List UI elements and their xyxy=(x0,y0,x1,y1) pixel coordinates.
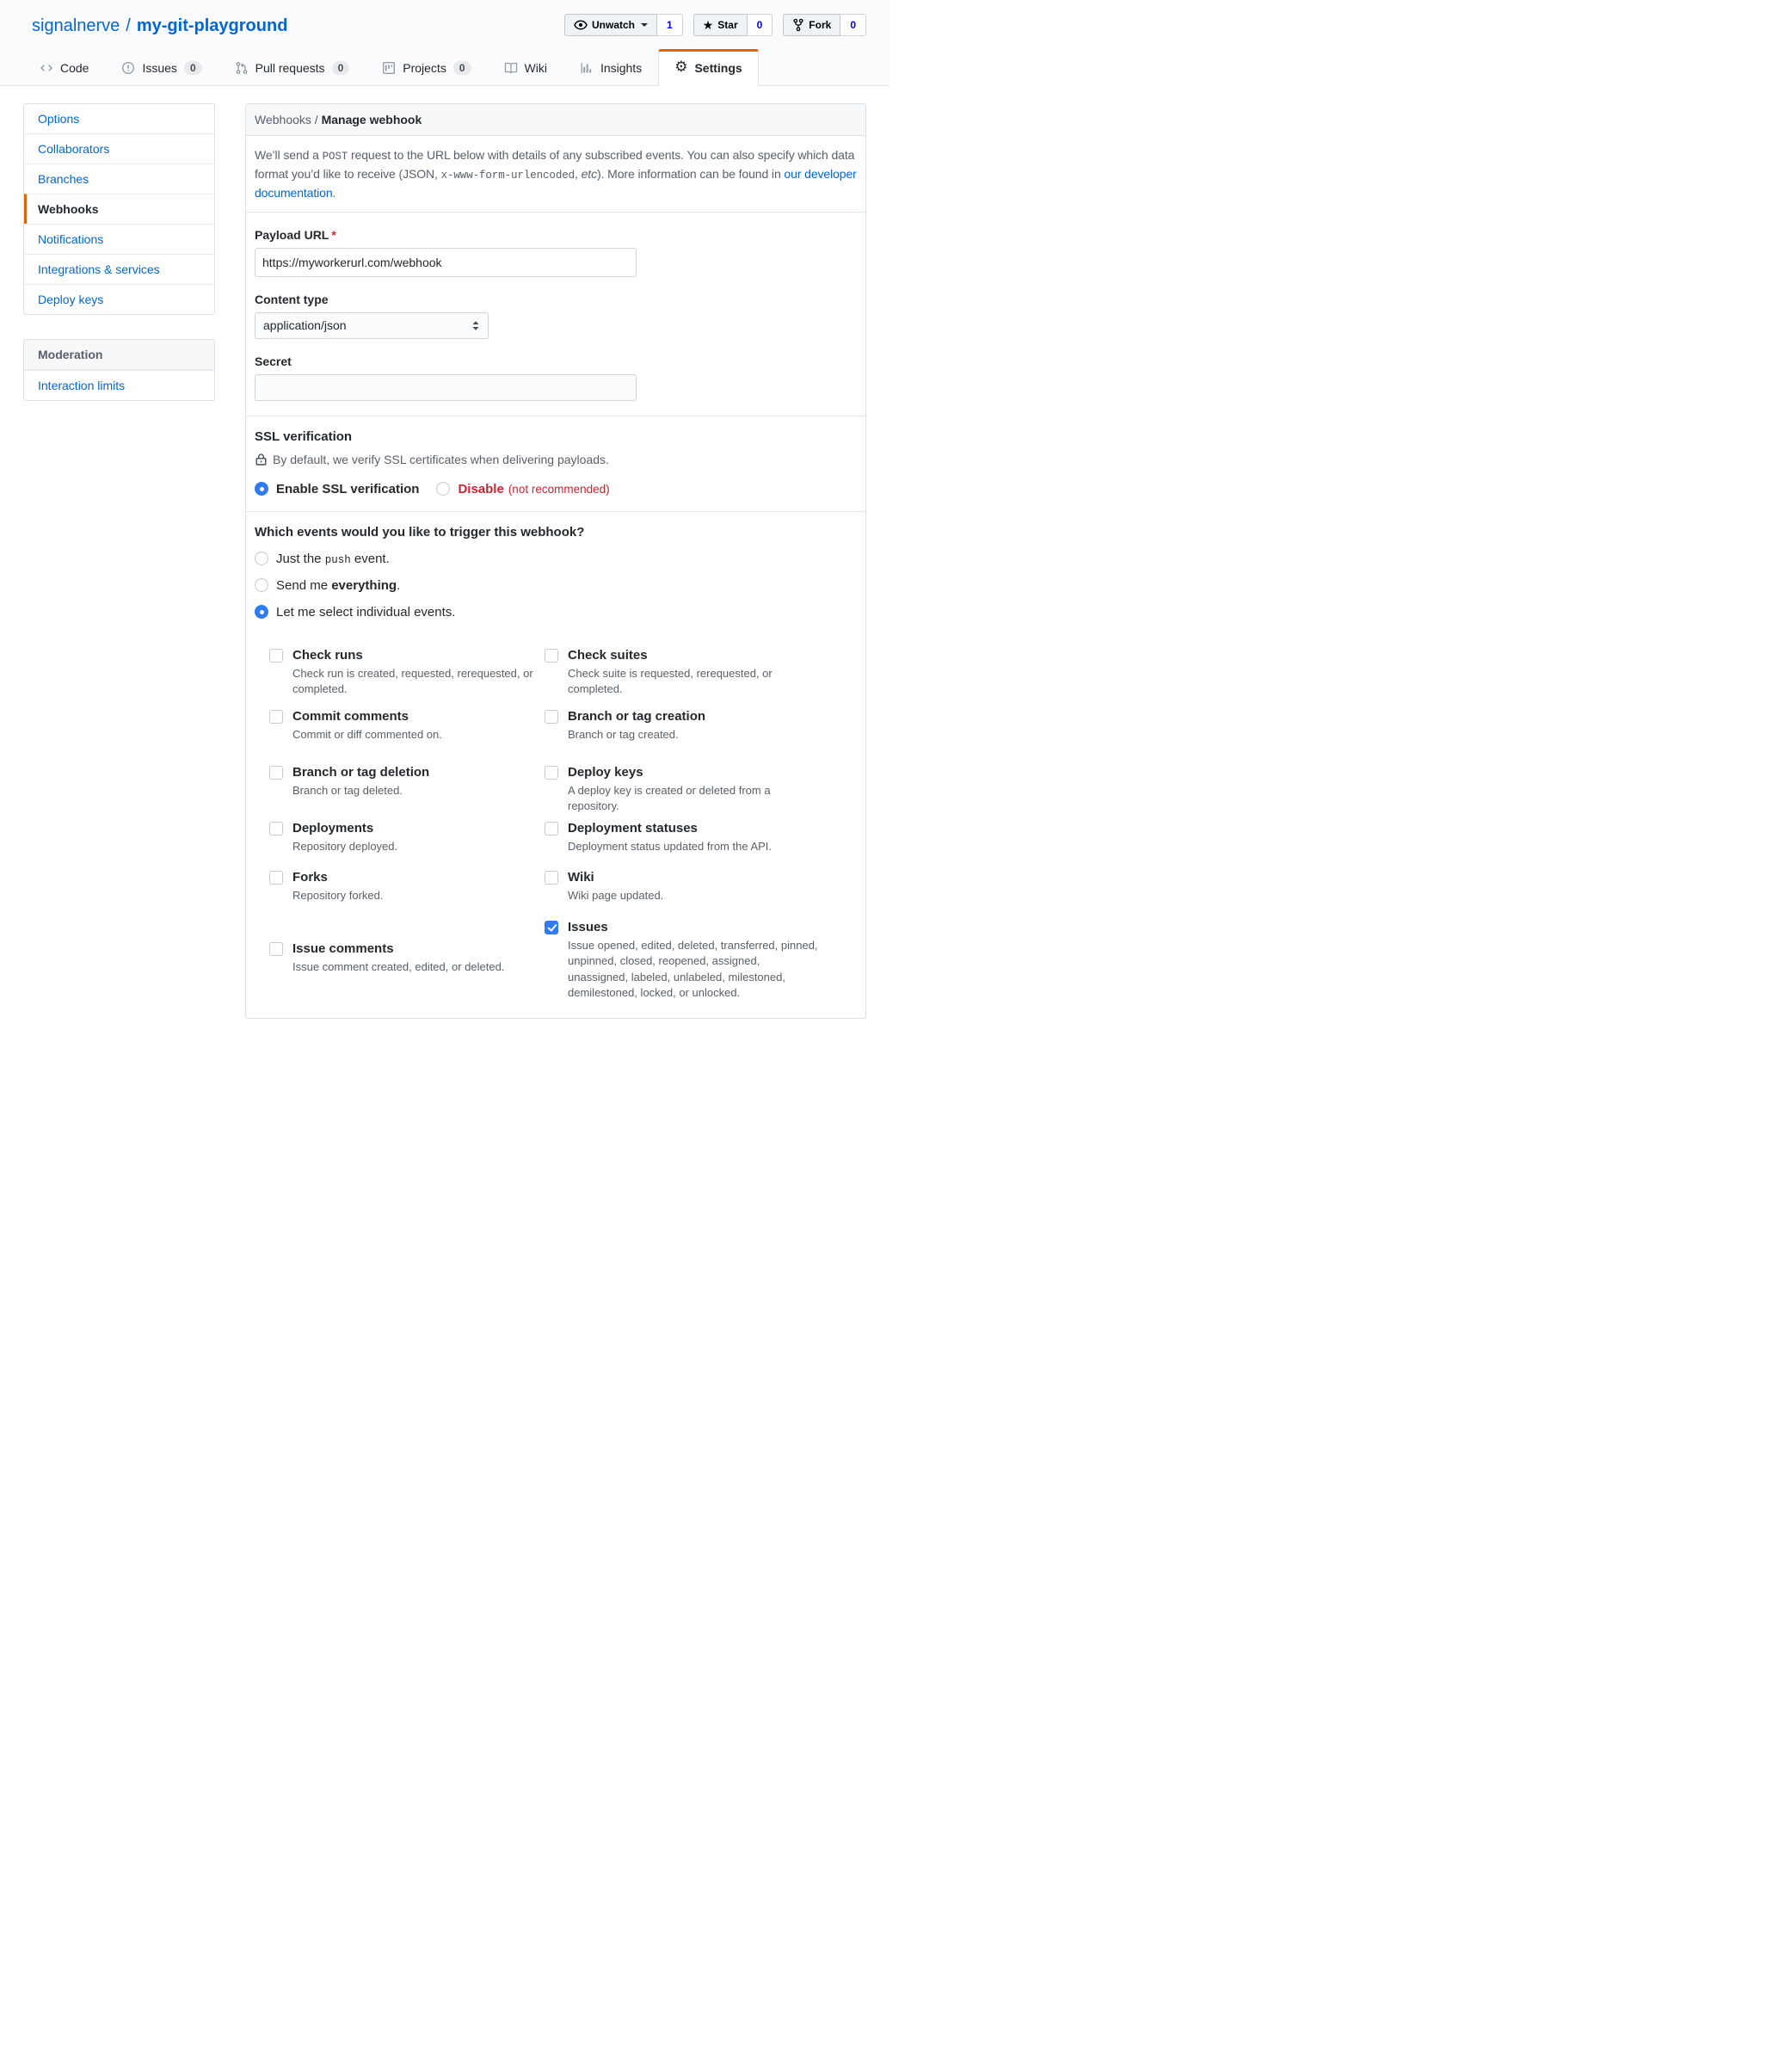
event-title[interactable]: Forks xyxy=(292,870,328,885)
intro-section xyxy=(246,146,865,213)
checkbox-deploy-keys[interactable] xyxy=(545,766,558,780)
tab-code[interactable] xyxy=(23,49,105,86)
ssl-enable-label[interactable]: Enable SSL verification xyxy=(276,481,420,496)
sidebar-item-interaction-limits[interactable]: Interaction limits xyxy=(24,370,214,400)
star-label: Star xyxy=(717,19,738,31)
repo-name-link[interactable]: my-git-playground xyxy=(136,15,288,35)
event-title[interactable]: Commit comments xyxy=(292,709,409,725)
tab-issues[interactable] xyxy=(105,49,218,86)
insights-icon xyxy=(580,61,594,75)
pull-request-icon xyxy=(235,61,249,75)
text-segment: Let me select individual events. xyxy=(276,604,456,620)
text-segment: etc xyxy=(581,166,598,181)
form-section xyxy=(246,228,865,416)
lock-icon xyxy=(255,453,268,466)
tab-wiki[interactable] xyxy=(488,49,563,86)
repo-action-buttons xyxy=(564,14,866,36)
secret-label: Secret xyxy=(255,354,292,368)
event-check-runs xyxy=(269,647,545,698)
text-segment: . xyxy=(332,185,336,200)
moderation-header: Moderation xyxy=(24,340,214,370)
wiki-icon xyxy=(504,61,518,75)
tab-counter: 0 xyxy=(453,61,471,75)
tab-insights[interactable] xyxy=(563,49,658,86)
event-description: A deploy key is created or deleted from a repository. xyxy=(568,783,771,813)
event-option-row xyxy=(255,552,857,566)
event-option-radio-1[interactable] xyxy=(255,578,268,592)
star-icon: ★ xyxy=(702,18,714,32)
ssl-heading: SSL verification xyxy=(255,429,353,444)
sidebar-item-webhooks[interactable]: Webhooks xyxy=(24,194,214,224)
moderation-menu xyxy=(23,339,215,401)
event-issues xyxy=(545,919,820,1002)
event-option-row xyxy=(255,578,857,593)
fork-button[interactable] xyxy=(783,14,840,36)
breadcrumb xyxy=(246,104,865,136)
ssl-section xyxy=(246,429,865,512)
breadcrumb-webhooks-link[interactable]: Webhooks xyxy=(255,113,311,126)
text-segment: We’ll send a xyxy=(255,148,323,162)
webhook-panel xyxy=(245,103,866,1019)
required-asterisk: * xyxy=(331,227,336,242)
tab-pull-requests[interactable] xyxy=(219,49,366,86)
events-grid xyxy=(269,647,857,1019)
unwatch-label: Unwatch xyxy=(592,19,636,31)
checkbox-forks[interactable] xyxy=(269,871,283,885)
sidebar-item-deploy-keys[interactable]: Deploy keys xyxy=(24,284,214,314)
event-description: Wiki page updated. xyxy=(568,889,664,903)
event-description: Repository forked. xyxy=(292,889,384,903)
ssl-disable-radio[interactable] xyxy=(436,482,450,496)
events-heading: Which events would you like to trigger this webhook? xyxy=(255,524,585,540)
caret-down-icon xyxy=(641,23,648,27)
text-segment: event. xyxy=(350,551,390,566)
event-title[interactable]: Wiki xyxy=(568,870,594,885)
event-description: Deployment status updated from the API. xyxy=(568,839,773,853)
event-commit-comments xyxy=(269,708,545,743)
checkbox-issue-comments[interactable] xyxy=(269,942,283,956)
event-title[interactable]: Deployment statuses xyxy=(568,820,698,836)
event-title[interactable]: Branch or tag creation xyxy=(568,709,706,725)
event-description: Issue comment created, edited, or deleted. xyxy=(292,959,505,973)
tab-counter: 0 xyxy=(184,61,202,75)
text-segment: , xyxy=(575,166,582,181)
tab-counter: 0 xyxy=(332,61,350,75)
event-option-radio-2[interactable] xyxy=(255,605,268,619)
text-segment: everything xyxy=(331,577,397,593)
content-type-select[interactable] xyxy=(255,312,489,339)
event-title[interactable]: Deploy keys xyxy=(568,764,643,780)
star-count[interactable]: 0 xyxy=(748,14,773,36)
intro-text xyxy=(255,146,857,202)
sidebar-item-notifications[interactable]: Notifications xyxy=(24,224,214,254)
star-button[interactable] xyxy=(693,14,748,36)
tab-label: Pull requests xyxy=(255,61,325,75)
content-type-label: Content type xyxy=(255,292,329,306)
text-segment: request to the URL below with details of any subscribed events. You can also specify which data format you’d like to receive (JSON, xyxy=(255,148,855,181)
text-segment: . xyxy=(397,577,401,593)
checkbox-branch-or-tag-deletion[interactable] xyxy=(269,766,283,780)
event-title[interactable]: Issues xyxy=(568,919,608,934)
issue-icon xyxy=(121,61,135,75)
checkbox-check-suites[interactable] xyxy=(545,649,558,663)
tab-label: Projects xyxy=(403,61,446,75)
tab-label: Wiki xyxy=(524,61,547,75)
checkbox-commit-comments[interactable] xyxy=(269,710,283,724)
event-trigger-options xyxy=(255,552,857,620)
tab-label: Settings xyxy=(694,60,742,75)
text-segment: x-www-form-urlencoded xyxy=(440,169,576,182)
tab-label: Insights xyxy=(600,61,643,75)
ssl-disable-note: (not recommended) xyxy=(508,482,610,496)
text-segment: Just the xyxy=(276,551,325,566)
star-group xyxy=(693,14,773,36)
event-deployments xyxy=(269,820,545,854)
event-deployment-statuses xyxy=(545,820,772,854)
event-option-label[interactable] xyxy=(276,552,390,566)
code-icon xyxy=(40,61,53,75)
repo-nav xyxy=(0,49,890,86)
event-option-radio-0[interactable] xyxy=(255,552,268,565)
ssl-enable-radio[interactable] xyxy=(255,482,268,496)
unwatch-button[interactable] xyxy=(564,14,657,36)
event-description: Check suite is requested, rerequested, or completed. xyxy=(568,666,773,695)
event-description: Check run is created, requested, rerequested, or completed. xyxy=(292,666,533,695)
projects-icon xyxy=(382,61,396,75)
fork-group xyxy=(783,14,866,36)
content-type-value: application/json xyxy=(263,318,347,332)
ssl-note: By default, we verify SSL certificates when delivering payloads. xyxy=(255,453,857,466)
event-branch-or-tag-creation xyxy=(545,708,705,743)
ssl-disable-label[interactable]: Disable xyxy=(458,481,504,496)
event-deploy-keys xyxy=(545,764,820,815)
checkbox-deployment-statuses[interactable] xyxy=(545,822,558,836)
text-segment: push xyxy=(324,553,351,566)
checkbox-wiki[interactable] xyxy=(545,871,558,885)
developer-documentation-link[interactable]: our developer documentation xyxy=(255,166,857,200)
event-description: Repository deployed. xyxy=(292,839,398,853)
events-section xyxy=(246,525,865,1019)
checkbox-check-runs[interactable] xyxy=(269,649,283,663)
unwatch-group xyxy=(564,14,683,36)
event-title[interactable]: Deployments xyxy=(292,820,374,836)
event-title[interactable]: Check suites xyxy=(568,647,648,663)
event-option-row xyxy=(255,605,857,620)
checkbox-branch-or-tag-creation[interactable] xyxy=(545,710,558,724)
tab-settings[interactable] xyxy=(658,49,758,86)
tab-label: Issues xyxy=(142,61,177,75)
text-segment: ). More information can be found in xyxy=(597,166,785,181)
repo-owner-link[interactable]: signalnerve xyxy=(32,15,120,35)
payload-url-label: Payload URL * xyxy=(255,227,336,242)
sidebar-item-branches[interactable]: Branches xyxy=(24,163,214,194)
select-caret-icon xyxy=(471,320,480,331)
page-header xyxy=(0,0,890,86)
page-title: Manage webhook xyxy=(321,113,422,126)
event-description: Commit or diff commented on. xyxy=(292,728,442,742)
event-description: Branch or tag created. xyxy=(568,728,679,742)
checkbox-deployments[interactable] xyxy=(269,822,283,836)
event-title[interactable]: Issue comments xyxy=(292,940,394,956)
sidebar-item-options[interactable]: Options xyxy=(38,112,80,126)
event-option-label[interactable] xyxy=(276,578,400,593)
event-check-suites xyxy=(545,647,820,698)
text-segment: POST xyxy=(322,151,348,163)
event-description: Issue opened, edited, deleted, transferred, pinned, unpinned, closed, reopened, assigned, unassigned, labeled, unlabeled, milestoned, demilestoned, locked, or unlocked. xyxy=(568,938,818,1000)
repo-title xyxy=(23,16,287,36)
eye-icon xyxy=(574,18,588,32)
event-issue-comments xyxy=(269,919,545,1002)
event-branch-or-tag-deletion xyxy=(269,764,545,815)
sidebar-item-collaborators[interactable]: Collaborators xyxy=(24,133,214,163)
event-title[interactable]: Check runs xyxy=(292,647,363,663)
settings-sidebar xyxy=(23,103,215,401)
text-segment: Send me xyxy=(276,577,332,593)
event-description: Branch or tag deleted. xyxy=(292,783,403,797)
event-forks xyxy=(269,869,545,903)
repo-title-separator: / xyxy=(126,15,131,35)
checkbox-issues[interactable] xyxy=(545,921,558,934)
unwatch-count[interactable]: 1 xyxy=(657,14,683,36)
event-wiki xyxy=(545,869,663,903)
secret-input[interactable] xyxy=(255,374,637,401)
fork-label: Fork xyxy=(809,19,832,31)
sidebar-item-integrations-services[interactable]: Integrations & services xyxy=(24,254,214,284)
breadcrumb-separator: / xyxy=(311,113,322,126)
payload-url-input[interactable] xyxy=(255,248,637,277)
event-option-label[interactable] xyxy=(276,605,455,620)
tab-label: Code xyxy=(60,61,89,75)
gear-icon: ⚙ xyxy=(674,59,688,76)
fork-icon xyxy=(792,18,804,32)
fork-count[interactable]: 0 xyxy=(840,14,866,36)
event-title[interactable]: Branch or tag deletion xyxy=(292,764,430,780)
tab-projects[interactable] xyxy=(366,49,487,86)
settings-menu xyxy=(23,103,215,315)
